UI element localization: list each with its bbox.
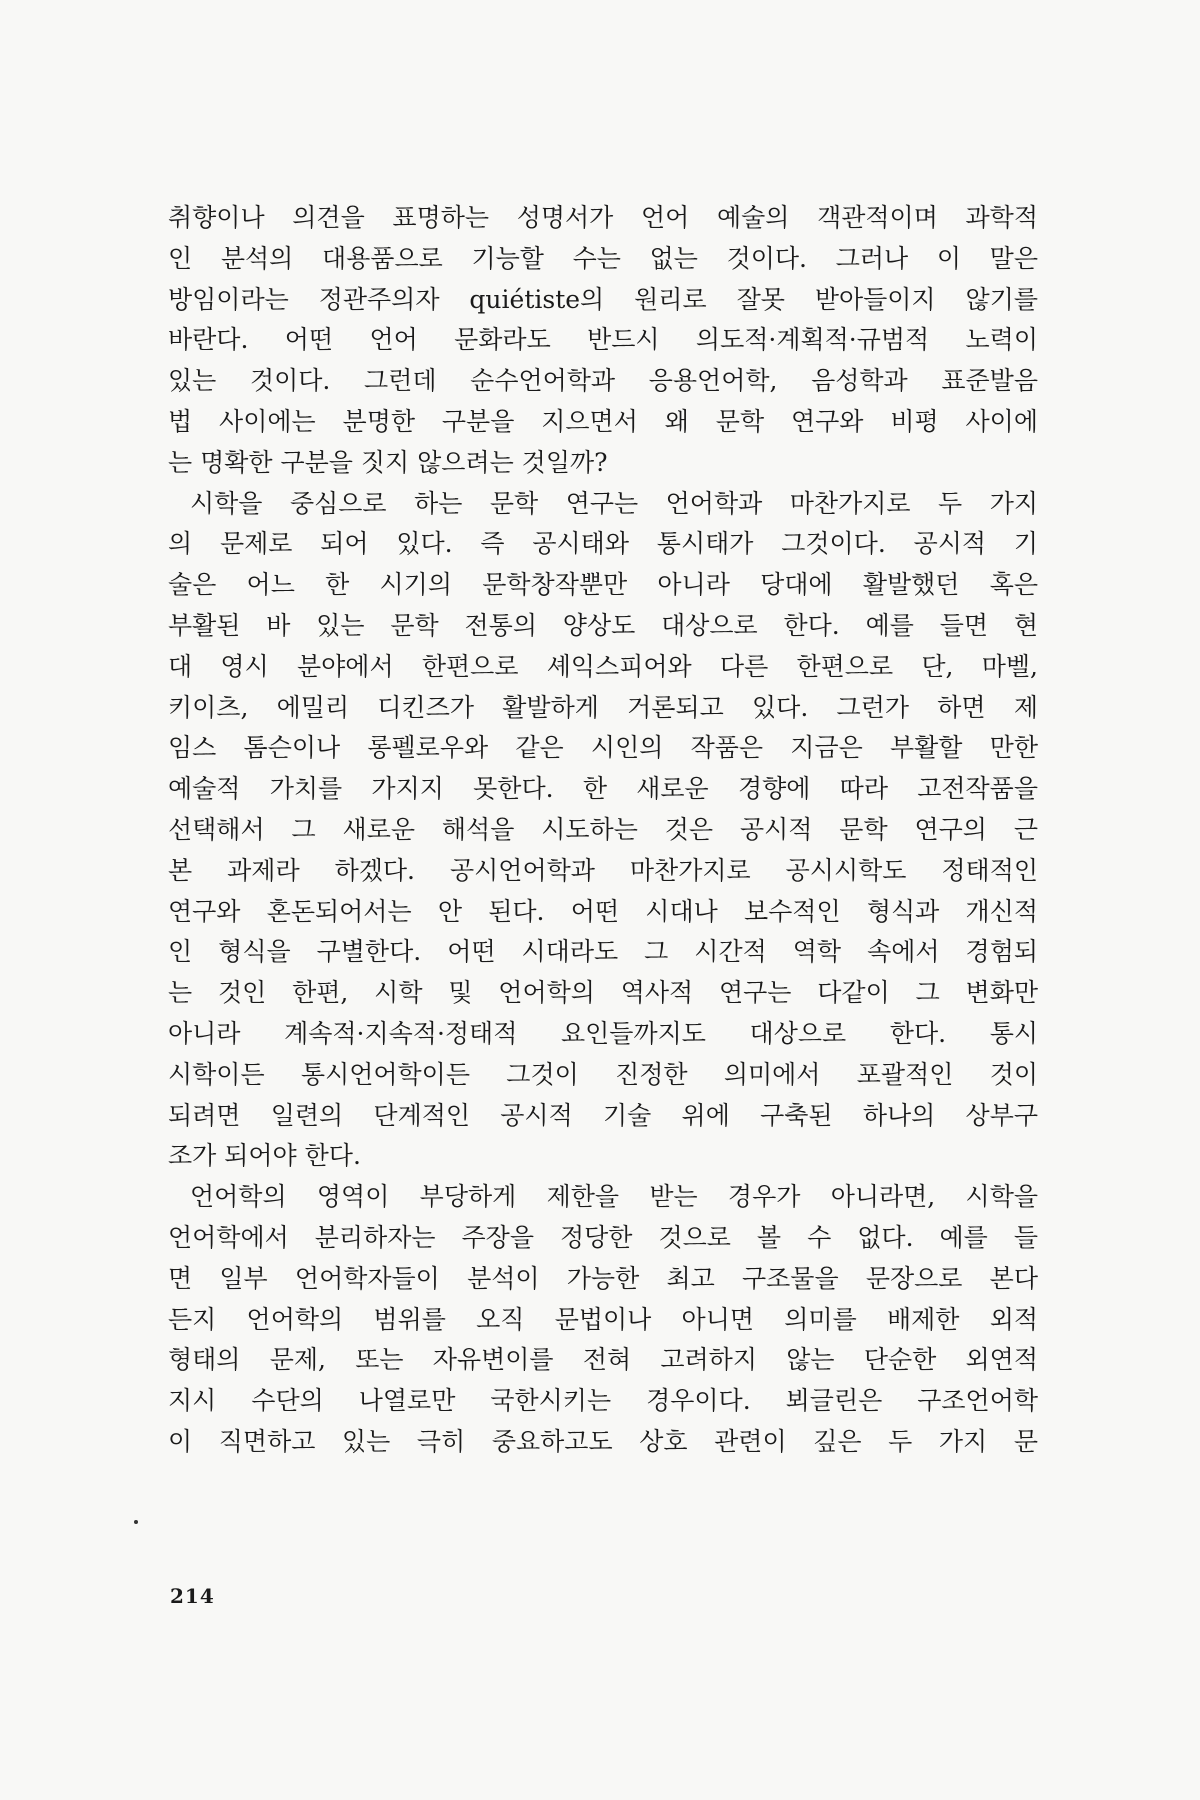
text-line: 시학이든 통시언어학이든 그것이 진정한 의미에서 포괄적인 것이	[168, 1059, 1038, 1089]
text-line: 연구와 혼돈되어서는 안 된다. 어떤 시대나 보수적인 형식과 개신적	[168, 896, 1038, 926]
text-line: 아니라 계속적·지속적·정태적 요인들까지도 대상으로 한다. 통시	[168, 1018, 1038, 1048]
margin-mark	[134, 1520, 138, 1524]
text-line: 시학을 중심으로 하는 문학 연구는 언어학과 마찬가지로 두 가지	[190, 488, 1038, 518]
text-line: 예술적 가치를 가지지 못한다. 한 새로운 경향에 따라 고전작품을	[168, 774, 1038, 804]
text-line: 형태의 문제, 또는 자유변이를 전혀 고려하지 않는 단순한 외연적	[168, 1345, 1038, 1375]
text-line: 술은 어느 한 시기의 문학창작뿐만 아니라 당대에 활발했던 혹은	[168, 570, 1038, 600]
text-line: 든지 언어학의 범위를 오직 문법이나 아니면 의미를 배제한 외적	[168, 1304, 1038, 1334]
text-line: 언어학에서 분리하자는 주장을 정당한 것으로 볼 수 없다. 예를 들	[168, 1222, 1038, 1252]
text-line: 언어학의 영역이 부당하게 제한을 받는 경우가 아니라면, 시학을	[190, 1182, 1038, 1212]
text-line: 부활된 바 있는 문학 전통의 양상도 대상으로 한다. 예를 들면 현	[168, 610, 1038, 640]
text-line: 이 직면하고 있는 극히 중요하고도 상호 관련이 깊은 두 가지 문	[168, 1426, 1038, 1456]
text-line: 되려면 일련의 단계적인 공시적 기술 위에 구축된 하나의 상부구	[168, 1100, 1038, 1130]
text-line: 선택해서 그 새로운 해석을 시도하는 것은 공시적 문학 연구의 근	[168, 814, 1038, 844]
text-line: 바란다. 어떤 언어 문화라도 반드시 의도적·계획적·규범적 노력이	[168, 325, 1038, 355]
page-number: 214	[170, 1584, 215, 1608]
text-line: 법 사이에는 분명한 구분을 지으면서 왜 문학 연구와 비평 사이에	[168, 406, 1038, 436]
text-line: 면 일부 언어학자들이 분석이 가능한 최고 구조물을 문장으로 본다	[168, 1263, 1038, 1293]
text-line: 대 영시 분야에서 한편으로 셰익스피어와 다른 한편으로 단, 마벨,	[168, 651, 1038, 681]
text-line: 의 문제로 되어 있다. 즉 공시태와 통시태가 그것이다. 공시적 기	[168, 529, 1038, 559]
text-line: 본 과제라 하겠다. 공시언어학과 마찬가지로 공시시학도 정태적인	[168, 855, 1038, 885]
text-line: 방임이라는 정관주의자 quiétiste의 원리로 잘못 받아들이지 않기를	[168, 284, 1038, 314]
text-line: 지시 수단의 나열로만 국한시키는 경우이다. 뵈글린은 구조언어학	[168, 1386, 1038, 1416]
text-line: 있는 것이다. 그런데 순수언어학과 응용언어학, 음성학과 표준발음	[168, 366, 1038, 396]
text-line: 조가 되어야 한다.	[168, 1141, 361, 1171]
text-line: 임스 톰슨이나 롱펠로우와 같은 시인의 작품은 지금은 부활할 만한	[168, 733, 1038, 763]
text-line: 는 명확한 구분을 짓지 않으려는 것일까?	[168, 447, 608, 477]
text-line: 인 분석의 대용품으로 기능할 수는 없는 것이다. 그러나 이 말은	[168, 243, 1038, 273]
text-line: 인 형식을 구별한다. 어떤 시대라도 그 시간적 역학 속에서 경험되	[168, 937, 1038, 967]
text-line: 취향이나 의견을 표명하는 성명서가 언어 예술의 객관적이며 과학적	[168, 203, 1038, 232]
text-line: 키이츠, 에밀리 디킨즈가 활발하게 거론되고 있다. 그런가 하면 제	[168, 692, 1038, 722]
body-text	[168, 198, 1038, 1463]
text-line: 는 것인 한편, 시학 및 언어학의 역사적 연구는 다같이 그 변화만	[168, 978, 1038, 1008]
